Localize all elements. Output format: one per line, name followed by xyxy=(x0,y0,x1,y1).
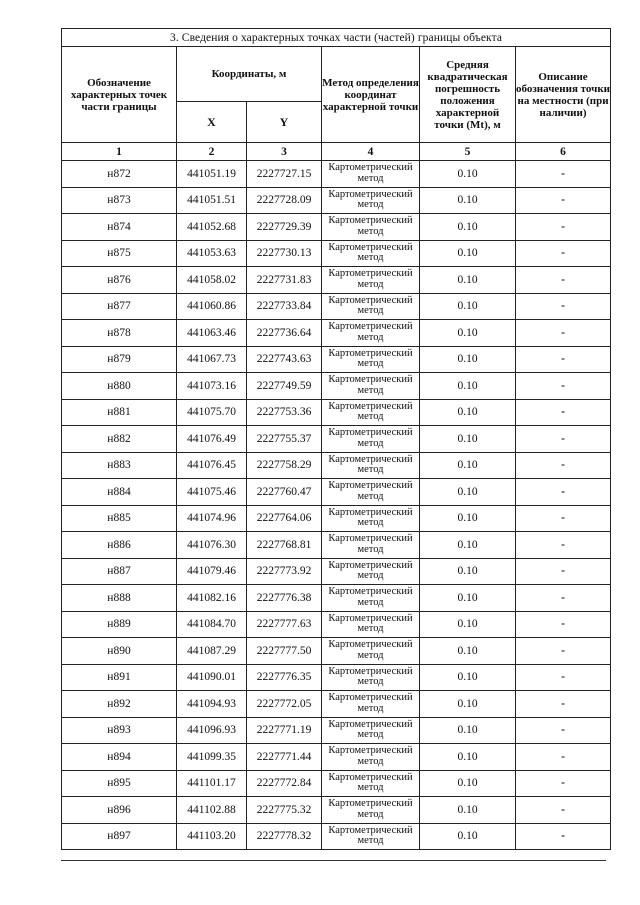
x-coordinate-cell: 441084.70 xyxy=(177,611,247,638)
description-cell: - xyxy=(516,240,611,267)
table-row xyxy=(62,664,611,691)
point-name-cell: н884 xyxy=(62,479,177,506)
description-cell: - xyxy=(516,320,611,347)
point-name-cell: н877 xyxy=(62,293,177,320)
accuracy-cell: 0.10 xyxy=(420,823,516,850)
header-point-name: Обозначение характерных точек части границы xyxy=(62,47,177,143)
method-cell: Картометрический метод xyxy=(322,240,420,267)
accuracy-cell: 0.10 xyxy=(420,479,516,506)
description-cell: - xyxy=(516,479,611,506)
accuracy-cell: 0.10 xyxy=(420,691,516,718)
point-name-cell: н889 xyxy=(62,611,177,638)
method-cell: Картометрический метод xyxy=(322,267,420,294)
method-cell: Картометрический метод xyxy=(322,399,420,426)
accuracy-cell: 0.10 xyxy=(420,267,516,294)
description-cell: - xyxy=(516,214,611,241)
description-cell: - xyxy=(516,346,611,373)
description-cell: - xyxy=(516,611,611,638)
x-coordinate-cell: 441067.73 xyxy=(177,346,247,373)
description-cell: - xyxy=(516,744,611,771)
description-cell: - xyxy=(516,505,611,532)
y-coordinate-cell: 2227768.81 xyxy=(247,532,322,559)
x-coordinate-cell: 441076.30 xyxy=(177,532,247,559)
description-cell: - xyxy=(516,293,611,320)
y-coordinate-cell: 2227776.38 xyxy=(247,585,322,612)
method-cell: Картометрический метод xyxy=(322,187,420,214)
description-cell: - xyxy=(516,426,611,453)
description-cell: - xyxy=(516,161,611,188)
method-cell: Картометрический метод xyxy=(322,770,420,797)
method-cell: Картометрический метод xyxy=(322,797,420,824)
point-name-cell: н896 xyxy=(62,797,177,824)
point-name-cell: н878 xyxy=(62,320,177,347)
method-cell: Картометрический метод xyxy=(322,161,420,188)
header-row-1 xyxy=(62,47,611,102)
x-coordinate-cell: 441094.93 xyxy=(177,691,247,718)
boundary-points-table xyxy=(61,28,611,850)
header-description: Описание обозначения точки на местности (при наличии) xyxy=(516,47,611,143)
y-coordinate-cell: 2227728.09 xyxy=(247,187,322,214)
method-cell: Картометрический метод xyxy=(322,558,420,585)
column-number: 6 xyxy=(516,143,611,161)
y-coordinate-cell: 2227733.84 xyxy=(247,293,322,320)
description-cell: - xyxy=(516,558,611,585)
point-name-cell: н872 xyxy=(62,161,177,188)
table-row xyxy=(62,797,611,824)
x-coordinate-cell: 441087.29 xyxy=(177,638,247,665)
y-coordinate-cell: 2227730.13 xyxy=(247,240,322,267)
point-name-cell: н887 xyxy=(62,558,177,585)
table-row xyxy=(62,558,611,585)
method-cell: Картометрический метод xyxy=(322,664,420,691)
y-coordinate-cell: 2227753.36 xyxy=(247,399,322,426)
method-cell: Картометрический метод xyxy=(322,585,420,612)
x-coordinate-cell: 441101.17 xyxy=(177,770,247,797)
method-cell: Картометрический метод xyxy=(322,214,420,241)
description-cell: - xyxy=(516,823,611,850)
table-row xyxy=(62,479,611,506)
description-cell: - xyxy=(516,717,611,744)
x-coordinate-cell: 441079.46 xyxy=(177,558,247,585)
header-coordinates: Координаты, м xyxy=(177,47,322,102)
table-row xyxy=(62,717,611,744)
x-coordinate-cell: 441075.70 xyxy=(177,399,247,426)
method-cell: Картометрический метод xyxy=(322,293,420,320)
y-coordinate-cell: 2227749.59 xyxy=(247,373,322,400)
point-name-cell: н874 xyxy=(62,214,177,241)
method-cell: Картометрический метод xyxy=(322,320,420,347)
x-coordinate-cell: 441051.51 xyxy=(177,187,247,214)
column-number-row xyxy=(62,143,611,161)
method-cell: Картометрический метод xyxy=(322,823,420,850)
point-name-cell: н892 xyxy=(62,691,177,718)
column-number: 4 xyxy=(322,143,420,161)
x-coordinate-cell: 441102.88 xyxy=(177,797,247,824)
column-number: 2 xyxy=(177,143,247,161)
y-coordinate-cell: 2227772.84 xyxy=(247,770,322,797)
point-name-cell: н882 xyxy=(62,426,177,453)
table-row xyxy=(62,823,611,850)
description-cell: - xyxy=(516,797,611,824)
y-coordinate-cell: 2227778.32 xyxy=(247,823,322,850)
accuracy-cell: 0.10 xyxy=(420,585,516,612)
point-name-cell: н890 xyxy=(62,638,177,665)
method-cell: Картометрический метод xyxy=(322,744,420,771)
column-number: 5 xyxy=(420,143,516,161)
table-row xyxy=(62,611,611,638)
x-coordinate-cell: 441099.35 xyxy=(177,744,247,771)
accuracy-cell: 0.10 xyxy=(420,797,516,824)
method-cell: Картометрический метод xyxy=(322,638,420,665)
header-accuracy: Средняя квадратическая погрешность положения характерной точки (Mt), м xyxy=(420,47,516,143)
description-cell: - xyxy=(516,585,611,612)
point-name-cell: н883 xyxy=(62,452,177,479)
method-cell: Картометрический метод xyxy=(322,691,420,718)
description-cell: - xyxy=(516,187,611,214)
table-row xyxy=(62,240,611,267)
accuracy-cell: 0.10 xyxy=(420,744,516,771)
table-row xyxy=(62,585,611,612)
table-row xyxy=(62,691,611,718)
y-coordinate-cell: 2227772.05 xyxy=(247,691,322,718)
table-row xyxy=(62,267,611,294)
description-cell: - xyxy=(516,267,611,294)
table-row xyxy=(62,399,611,426)
x-coordinate-cell: 441051.19 xyxy=(177,161,247,188)
description-cell: - xyxy=(516,399,611,426)
description-cell: - xyxy=(516,452,611,479)
accuracy-cell: 0.10 xyxy=(420,452,516,479)
x-coordinate-cell: 441076.49 xyxy=(177,426,247,453)
point-name-cell: н895 xyxy=(62,770,177,797)
y-coordinate-cell: 2227731.83 xyxy=(247,267,322,294)
point-name-cell: н873 xyxy=(62,187,177,214)
point-name-cell: н894 xyxy=(62,744,177,771)
y-coordinate-cell: 2227777.63 xyxy=(247,611,322,638)
x-coordinate-cell: 441096.93 xyxy=(177,717,247,744)
table-row xyxy=(62,638,611,665)
table-row xyxy=(62,214,611,241)
table-caption: 3. Сведения о характерных точках части (частей) границы объекта xyxy=(62,29,611,47)
header-method: Метод определения координат характерной точки xyxy=(322,47,420,143)
y-coordinate-cell: 2227777.50 xyxy=(247,638,322,665)
point-name-cell: н881 xyxy=(62,399,177,426)
y-coordinate-cell: 2227773.92 xyxy=(247,558,322,585)
header-y: Y xyxy=(247,102,322,143)
table-row xyxy=(62,505,611,532)
accuracy-cell: 0.10 xyxy=(420,532,516,559)
accuracy-cell: 0.10 xyxy=(420,505,516,532)
point-name-cell: н876 xyxy=(62,267,177,294)
column-number: 3 xyxy=(247,143,322,161)
table-row xyxy=(62,320,611,347)
y-coordinate-cell: 2227775.32 xyxy=(247,797,322,824)
description-cell: - xyxy=(516,532,611,559)
point-name-cell: н891 xyxy=(62,664,177,691)
y-coordinate-cell: 2227776.35 xyxy=(247,664,322,691)
accuracy-cell: 0.10 xyxy=(420,346,516,373)
accuracy-cell: 0.10 xyxy=(420,187,516,214)
x-coordinate-cell: 441058.02 xyxy=(177,267,247,294)
header-x: X xyxy=(177,102,247,143)
table-row xyxy=(62,187,611,214)
accuracy-cell: 0.10 xyxy=(420,638,516,665)
x-coordinate-cell: 441052.68 xyxy=(177,214,247,241)
point-name-cell: н897 xyxy=(62,823,177,850)
description-cell: - xyxy=(516,638,611,665)
method-cell: Картометрический метод xyxy=(322,717,420,744)
point-name-cell: н885 xyxy=(62,505,177,532)
table-row xyxy=(62,293,611,320)
x-coordinate-cell: 441082.16 xyxy=(177,585,247,612)
accuracy-cell: 0.10 xyxy=(420,664,516,691)
accuracy-cell: 0.10 xyxy=(420,293,516,320)
point-name-cell: н888 xyxy=(62,585,177,612)
table-row xyxy=(62,426,611,453)
y-coordinate-cell: 2227771.19 xyxy=(247,717,322,744)
method-cell: Картометрический метод xyxy=(322,346,420,373)
footer-divider xyxy=(61,860,606,861)
point-name-cell: н886 xyxy=(62,532,177,559)
method-cell: Картометрический метод xyxy=(322,532,420,559)
accuracy-cell: 0.10 xyxy=(420,214,516,241)
table-row xyxy=(62,161,611,188)
accuracy-cell: 0.10 xyxy=(420,373,516,400)
description-cell: - xyxy=(516,691,611,718)
x-coordinate-cell: 441073.16 xyxy=(177,373,247,400)
y-coordinate-cell: 2227771.44 xyxy=(247,744,322,771)
y-coordinate-cell: 2227758.29 xyxy=(247,452,322,479)
y-coordinate-cell: 2227764.06 xyxy=(247,505,322,532)
y-coordinate-cell: 2227727.15 xyxy=(247,161,322,188)
table-body xyxy=(62,29,611,850)
description-cell: - xyxy=(516,770,611,797)
y-coordinate-cell: 2227743.63 xyxy=(247,346,322,373)
accuracy-cell: 0.10 xyxy=(420,161,516,188)
y-coordinate-cell: 2227760.47 xyxy=(247,479,322,506)
method-cell: Картометрический метод xyxy=(322,611,420,638)
method-cell: Картометрический метод xyxy=(322,479,420,506)
table-row xyxy=(62,373,611,400)
description-cell: - xyxy=(516,664,611,691)
point-name-cell: н875 xyxy=(62,240,177,267)
x-coordinate-cell: 441076.45 xyxy=(177,452,247,479)
accuracy-cell: 0.10 xyxy=(420,320,516,347)
table-row xyxy=(62,744,611,771)
table-row xyxy=(62,346,611,373)
x-coordinate-cell: 441063.46 xyxy=(177,320,247,347)
accuracy-cell: 0.10 xyxy=(420,426,516,453)
column-number: 1 xyxy=(62,143,177,161)
x-coordinate-cell: 441103.20 xyxy=(177,823,247,850)
accuracy-cell: 0.10 xyxy=(420,611,516,638)
x-coordinate-cell: 441053.63 xyxy=(177,240,247,267)
y-coordinate-cell: 2227736.64 xyxy=(247,320,322,347)
accuracy-cell: 0.10 xyxy=(420,717,516,744)
y-coordinate-cell: 2227729.39 xyxy=(247,214,322,241)
point-name-cell: н893 xyxy=(62,717,177,744)
point-name-cell: н879 xyxy=(62,346,177,373)
description-cell: - xyxy=(516,373,611,400)
x-coordinate-cell: 441074.96 xyxy=(177,505,247,532)
accuracy-cell: 0.10 xyxy=(420,558,516,585)
table-caption-row xyxy=(62,29,611,47)
method-cell: Картометрический метод xyxy=(322,505,420,532)
table-row xyxy=(62,532,611,559)
accuracy-cell: 0.10 xyxy=(420,240,516,267)
accuracy-cell: 0.10 xyxy=(420,399,516,426)
x-coordinate-cell: 441090.01 xyxy=(177,664,247,691)
method-cell: Картометрический метод xyxy=(322,426,420,453)
y-coordinate-cell: 2227755.37 xyxy=(247,426,322,453)
x-coordinate-cell: 441060.86 xyxy=(177,293,247,320)
table-row xyxy=(62,770,611,797)
point-name-cell: н880 xyxy=(62,373,177,400)
accuracy-cell: 0.10 xyxy=(420,770,516,797)
table-row xyxy=(62,452,611,479)
method-cell: Картометрический метод xyxy=(322,373,420,400)
x-coordinate-cell: 441075.46 xyxy=(177,479,247,506)
method-cell: Картометрический метод xyxy=(322,452,420,479)
